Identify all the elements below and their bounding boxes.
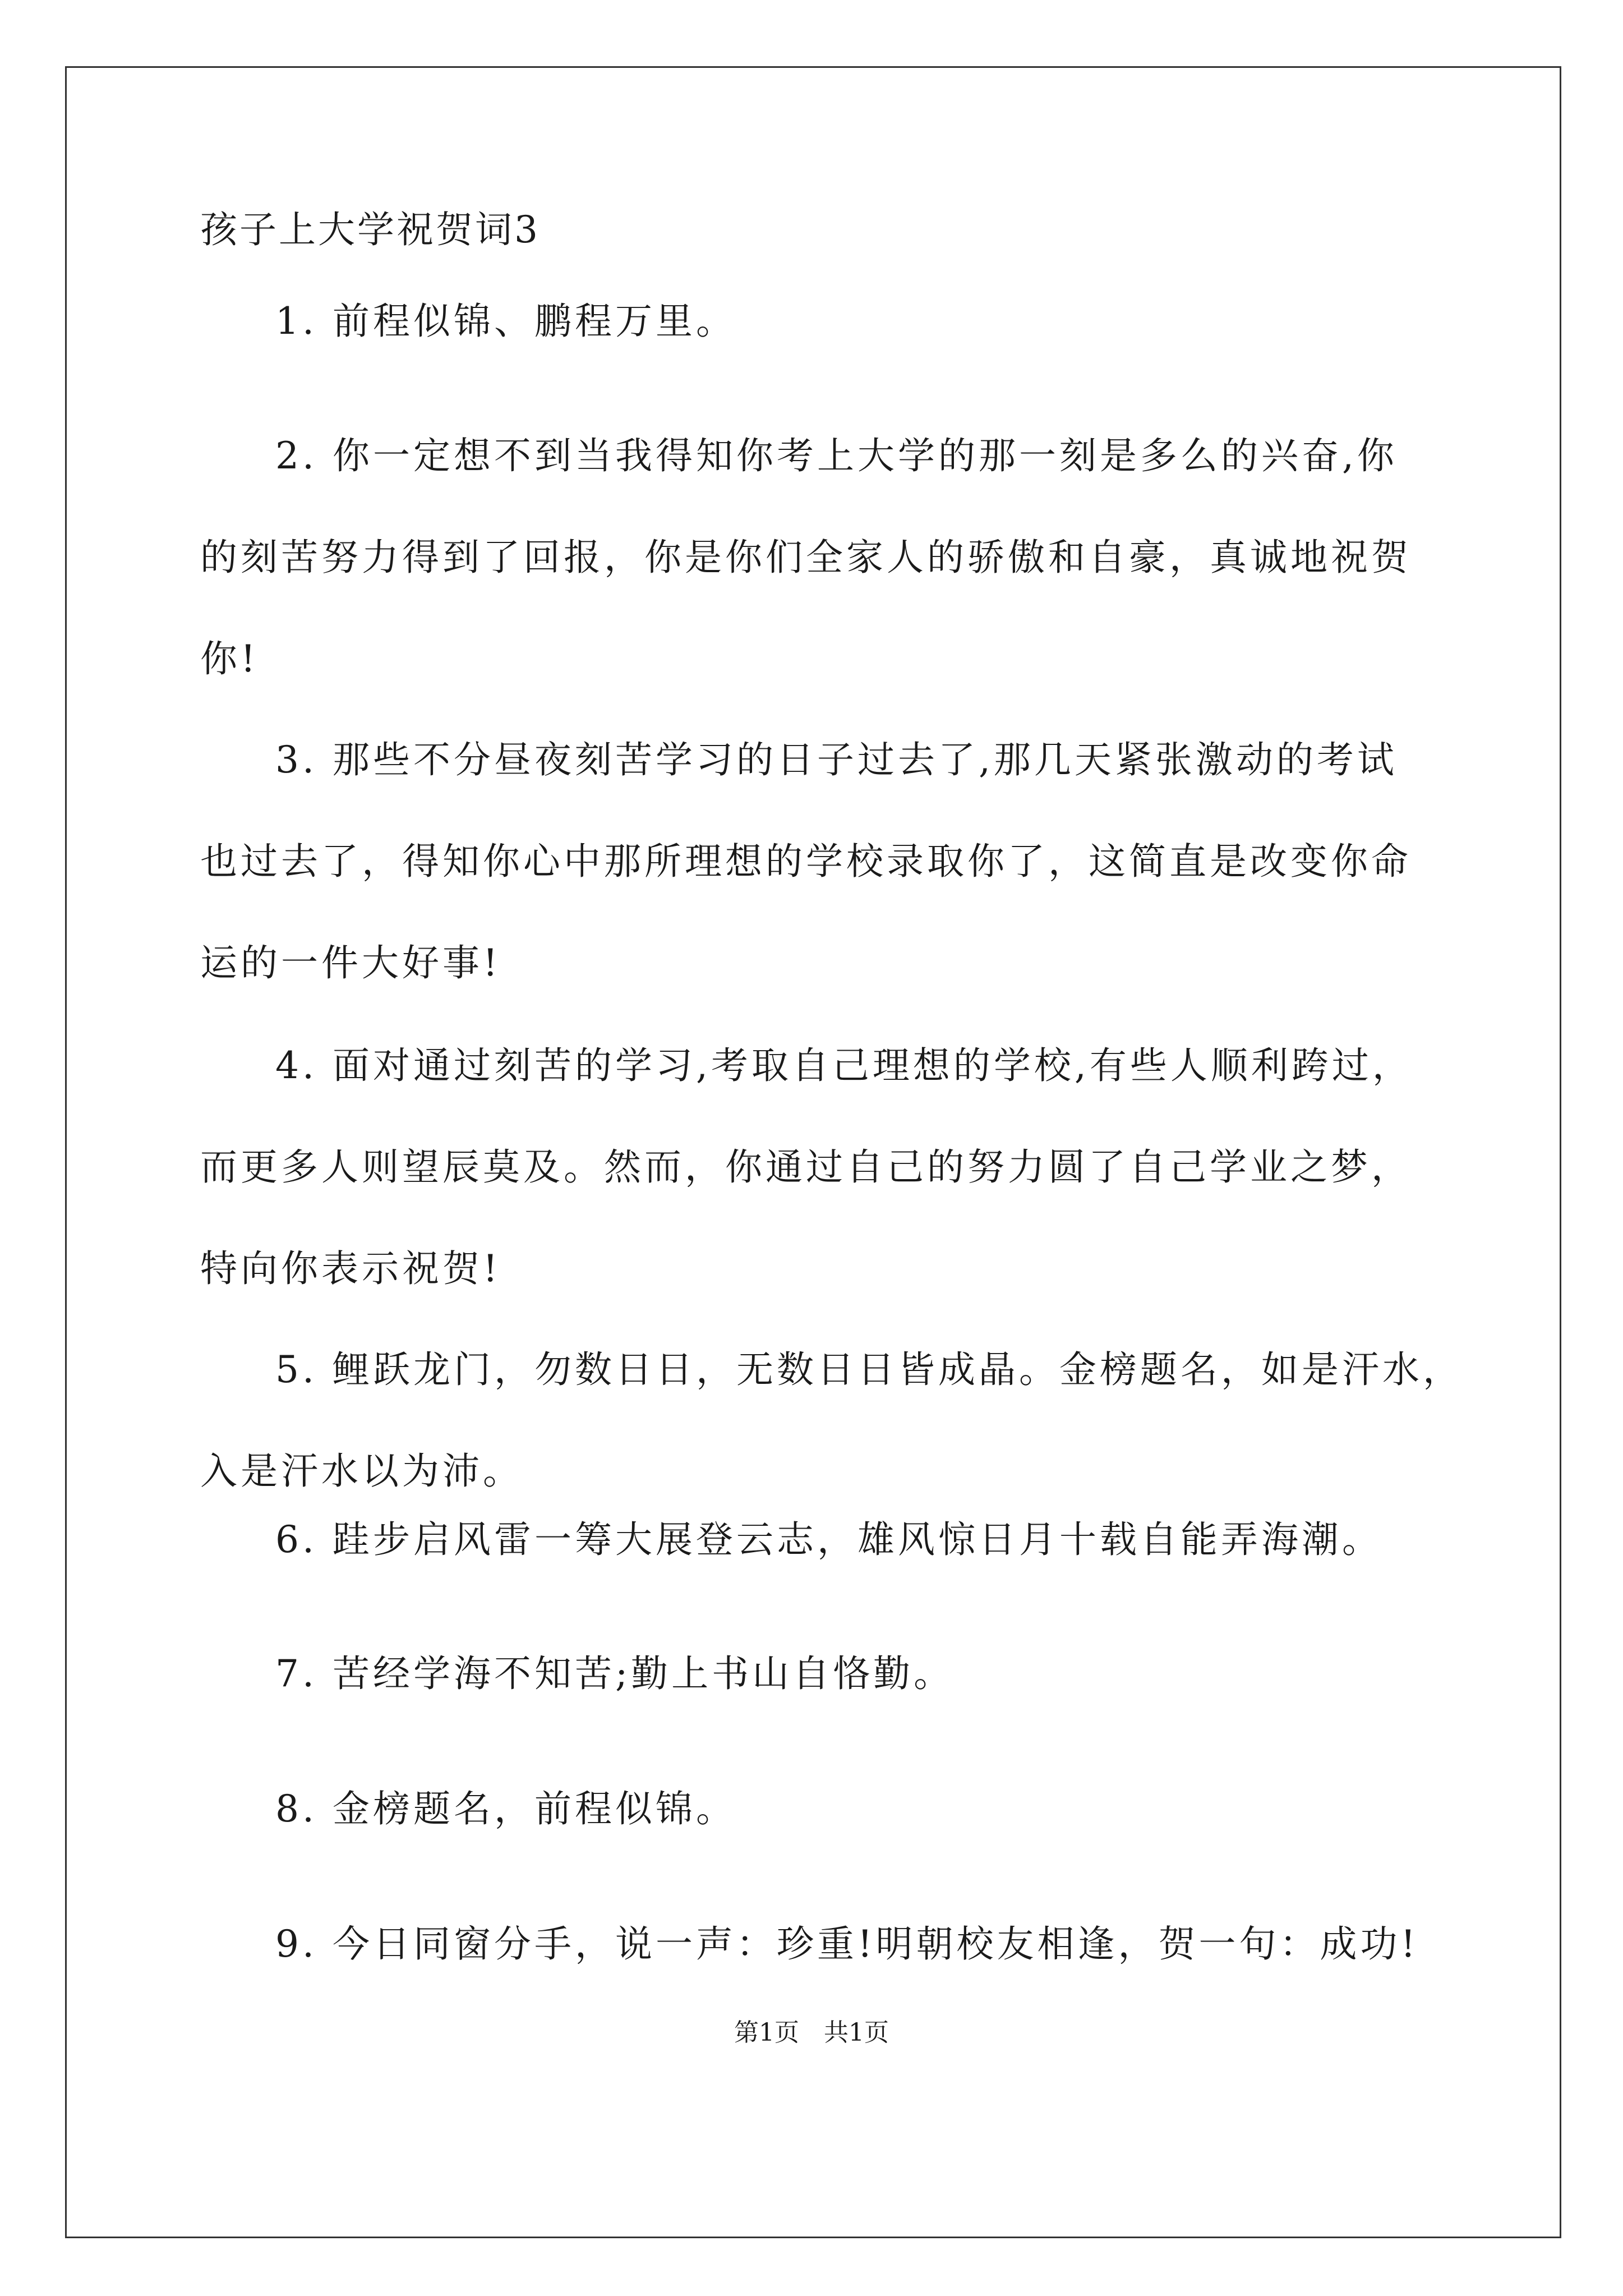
document-body [200,208,1463,1966]
paragraph-line: 3. 那些不分昼夜刻苦学习的日子过去了,那几天紧张激动的考试 [275,738,1398,781]
paragraph-line: 8. 金榜题名，前程似锦。 [275,1787,736,1830]
paragraph-line: 6. 跬步启风雷一筹大展登云志，雄风惊日月十载自能弄海潮。 [275,1518,1382,1561]
document-title: 孩子上大学祝贺词3 [200,208,540,251]
paragraph-line: 特向你表示祝贺! [200,1247,501,1290]
paragraph-line: 入是汗水以为沛。 [200,1450,523,1493]
paragraph-line: 4. 面对通过刻苦的学习,考取自己理想的学校,有些人顺利跨过， [275,1044,1413,1087]
paragraph-line: 2. 你一定想不到当我得知你考上大学的那一刻是多么的兴奋,你 [275,434,1398,477]
page-footer: 第1页 共1页 [734,2018,889,2047]
paragraph-line: 1. 前程似锦、鹏程万里。 [275,300,736,343]
paragraph-line: 也过去了，得知你心中那所理想的学校录取你了，这简直是改变你命 [200,840,1412,883]
paragraph-line: 7. 苦经学海不知苦;勤上书山自恪勤。 [275,1652,955,1695]
paragraph-line: 的刻苦努力得到了回报，你是你们全家人的骄傲和自豪，真诚地祝贺 [200,536,1412,579]
paragraph-line: 5. 鲤跃龙门，勿数日日，无数日日皆成晶。金榜题名，如是汗水， [275,1348,1463,1391]
paragraph-line: 而更多人则望辰莫及。然而，你通过自己的努力圆了自己学业之梦， [200,1145,1412,1189]
paragraph-line: 你! [200,637,259,680]
paragraph-line: 运的一件大好事! [200,941,501,984]
paragraph-line: 9. 今日同窗分手，说一声：珍重!明朝校友相逢，贺一句：成功! [275,1922,1419,1966]
